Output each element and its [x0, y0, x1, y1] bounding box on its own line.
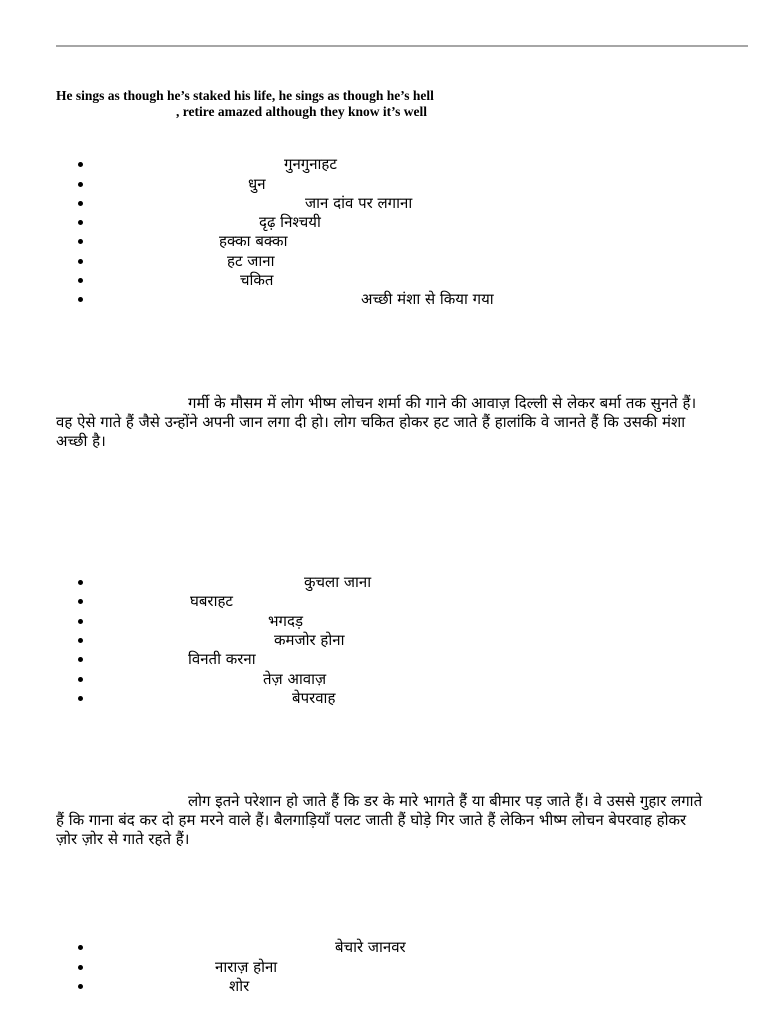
paragraph-line: अच्छी है।	[56, 432, 106, 450]
bullet-icon	[78, 297, 83, 302]
bullet-icon	[78, 278, 83, 283]
paragraph-line: वह ऐसे गाते हैं जैसे उन्होंने अपनी जान लगा दी हो। लोग चकित होकर हट जाते हैं हालांकि वे जानते हैं कि उसकी मंशा	[56, 413, 686, 431]
bullet-icon	[78, 984, 83, 989]
bullet-icon	[78, 220, 83, 225]
bullet-icon	[78, 201, 83, 206]
paragraph-line: गर्मी के मौसम में लोग भीष्म लोचन शर्मा की गाने की आवाज़ दिल्ली से लेकर बर्मा तक सुनते हैं।	[188, 394, 697, 412]
paragraph-1	[56, 394, 762, 451]
bullet-icon	[78, 677, 83, 682]
bullet-icon	[78, 657, 83, 662]
paragraph-2	[56, 792, 762, 849]
bullet-icon	[78, 619, 83, 624]
bullet-icon	[78, 239, 83, 244]
bullet-icon	[78, 580, 83, 585]
horizontal-rule	[56, 45, 748, 47]
paragraph-line: हैं कि गाना बंद कर दो हम मरने वाले हैं। बैलगाड़ियाँ पलट जाती हैं घोड़े गिर जाते हैं लेकिन भीष्म लोचन बेपरवाह होकर	[56, 811, 687, 829]
english-line-2: , retire amazed although they know it’s well	[176, 104, 427, 119]
bullet-icon	[78, 638, 83, 643]
bullet-icon	[78, 259, 83, 264]
english-line-1: He sings as though he’s staked his life, he sings as though he’s hell	[56, 88, 434, 103]
bullet-icon	[78, 965, 83, 970]
bullet-icon	[78, 945, 83, 950]
paragraph-line: लोग इतने परेशान हो जाते हैं कि डर के मारे भागते हैं या बीमार पड़ जाते हैं। वे उससे गुहार लगाते	[188, 792, 703, 810]
bullet-icon	[78, 182, 83, 187]
paragraph-line: ज़ोर ज़ोर से गाते रहते हैं।	[56, 830, 190, 848]
bullet-icon	[78, 696, 83, 701]
bullet-icon	[78, 162, 83, 167]
bullet-icon	[78, 599, 83, 604]
